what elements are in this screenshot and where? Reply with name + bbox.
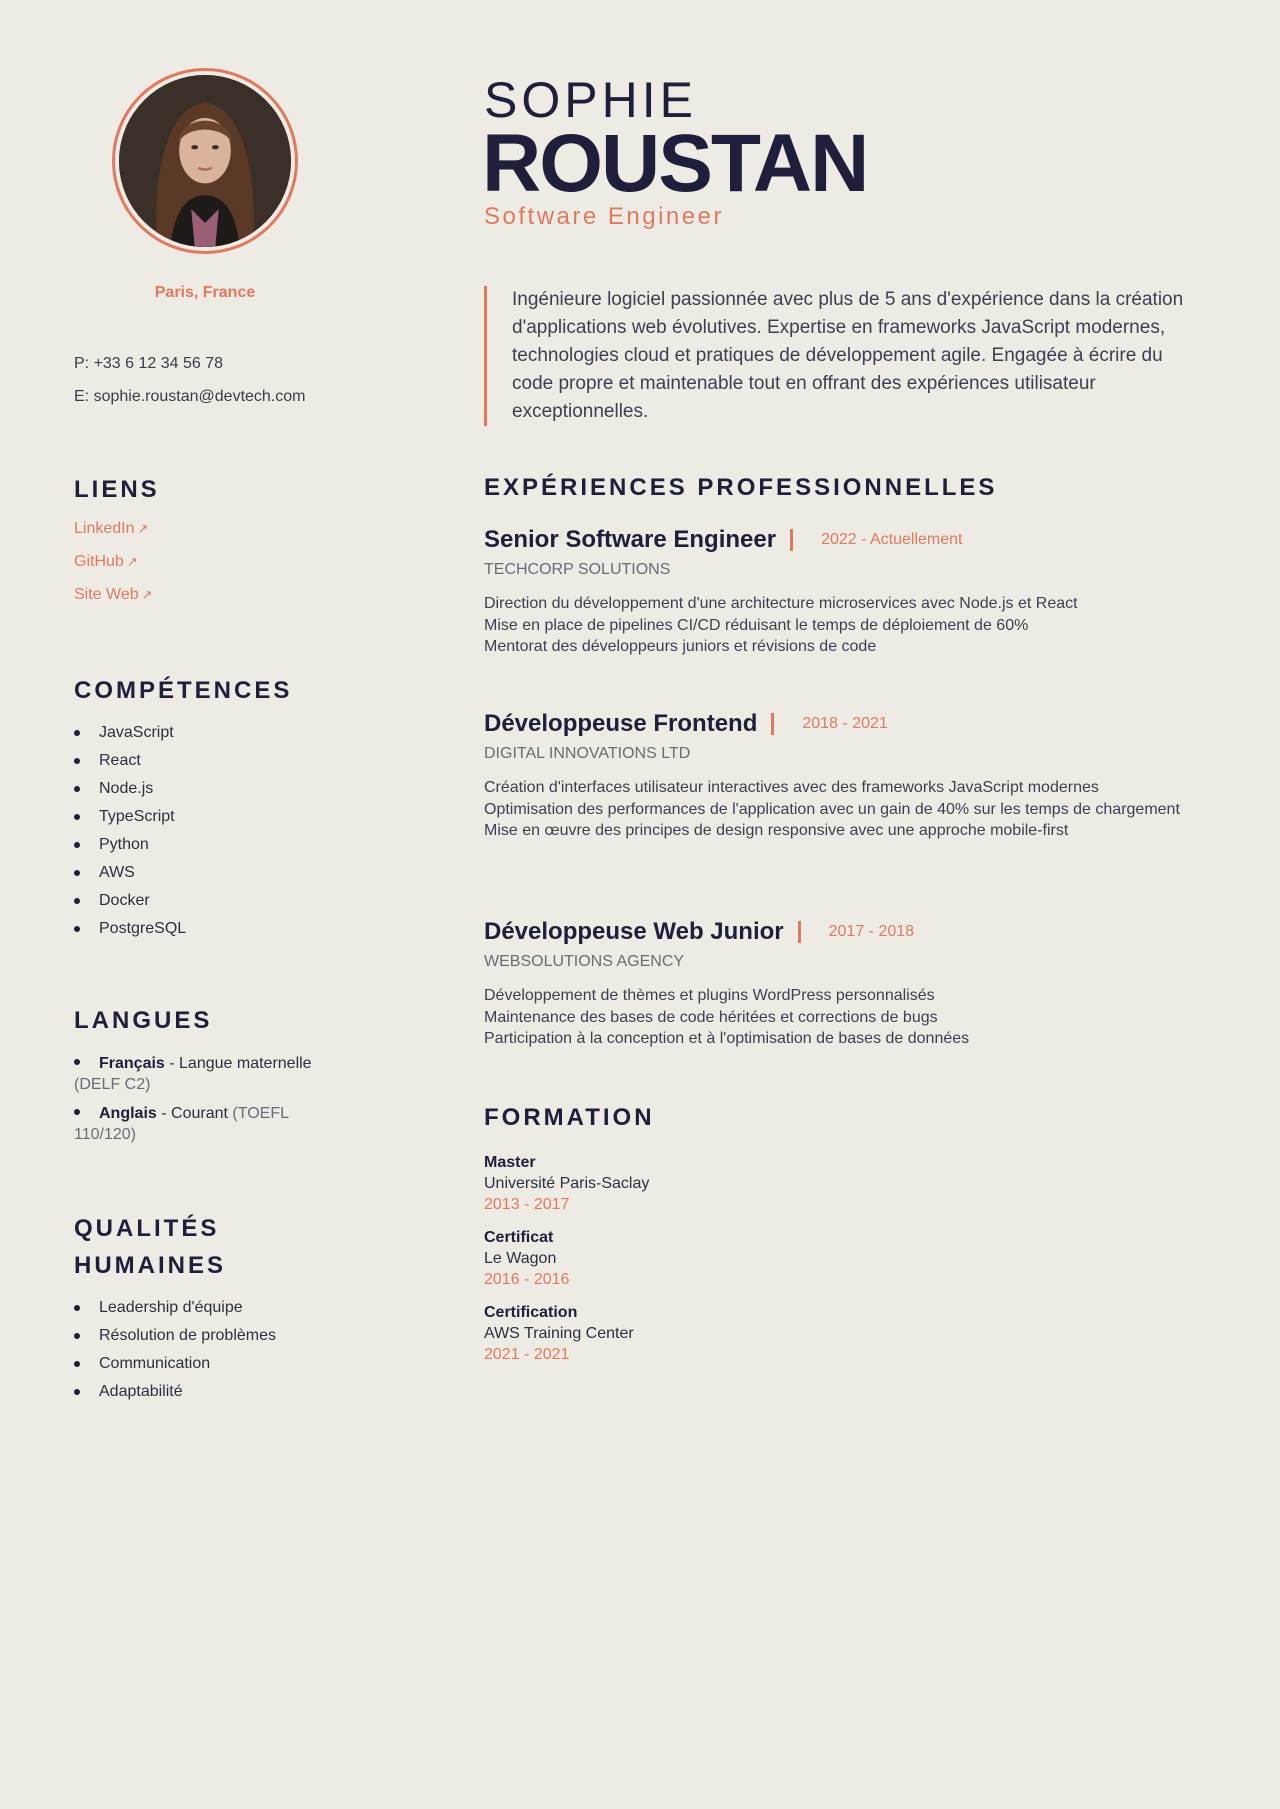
profile-photo [119, 75, 291, 247]
job-role: Développeuse Frontend [484, 710, 758, 737]
qualities-list [74, 1298, 344, 1401]
job-dates: 2022 - Actuellement [821, 531, 963, 548]
bullet-icon [74, 1059, 80, 1065]
location: Paris, France [154, 284, 256, 301]
external-link-icon: ↗ [126, 554, 138, 569]
separator [798, 921, 801, 943]
quality-item: Communication [74, 1354, 344, 1373]
contact-info [74, 355, 305, 421]
job-dates: 2018 - 2021 [802, 715, 888, 732]
skill-item: TypeScript [74, 807, 292, 826]
years: 2013 - 2017 [484, 1196, 570, 1213]
job-title: Software Engineer [484, 203, 724, 230]
degree: Master [484, 1154, 536, 1171]
education-item [484, 1152, 1084, 1215]
quality-item: Résolution de problèmes [74, 1326, 344, 1345]
skill-item: React [74, 751, 292, 770]
languages-section [74, 1007, 344, 1153]
separator [790, 529, 793, 551]
job-dates: 2017 - 2018 [828, 923, 915, 940]
job-description: Direction du développement d'une architecture microservices avec Node.js et React Mise en place de pipelines CI/CD réduisant le temps de déploiement de 60% Mentorat des développeurs juniors et révisions de code [484, 595, 1078, 655]
phone: P: +33 6 12 34 56 78 [74, 355, 224, 372]
qualities-section [74, 1210, 344, 1410]
portrait-illustration [119, 75, 291, 247]
skill-item: Node.js [74, 779, 292, 798]
job-description: Création d'interfaces utilisateur interactives avec des frameworks JavaScript modernes Optimisation des performances de l'application avec un gain de 40% sur les temps de chargement Mise en œuvre des principes de design responsive avec une approche mobile-first [484, 779, 1180, 839]
degree: Certificat [484, 1229, 554, 1246]
job-entry [484, 710, 1184, 842]
quality-item: Adaptabilité [74, 1382, 344, 1401]
company: WEBSOLUTIONS AGENCY [484, 953, 685, 970]
skills-list [74, 723, 292, 938]
website-link[interactable]: Site Web ↗ [74, 586, 153, 603]
job-description: Développement de thèmes et plugins WordPress personnalisés Maintenance des bases de code héritées et corrections de bugs Participation à la conception et à l'optimisation de bases de données [484, 987, 970, 1047]
links-section [74, 476, 160, 619]
external-link-icon: ↗ [137, 521, 149, 536]
email: E: sophie.roustan@devtech.com [74, 388, 306, 405]
skill-item: AWS [74, 863, 292, 882]
education-item [484, 1302, 1084, 1365]
skill-item: Docker [74, 891, 292, 910]
school: Université Paris-Saclay [484, 1175, 650, 1192]
years: 2021 - 2021 [484, 1346, 570, 1363]
job-role: Développeuse Web Junior [484, 918, 784, 945]
skill-item: JavaScript [74, 723, 292, 742]
education-title: FORMATION [484, 1104, 655, 1131]
skill-item: Python [74, 835, 292, 854]
qualities-title: QUALITÉS HUMAINES [74, 1215, 227, 1279]
school: Le Wagon [484, 1250, 557, 1267]
profile-photo-frame [112, 68, 298, 254]
skills-title: COMPÉTENCES [74, 677, 293, 704]
quality-item: Leadership d'équipe [74, 1298, 344, 1317]
skills-section [74, 677, 292, 947]
last-name: ROUSTAN [482, 118, 868, 209]
github-link[interactable]: GitHub ↗ [74, 553, 138, 570]
languages-title: LANGUES [74, 1007, 213, 1034]
language-item: Anglais - Courant (TOEFL 110/120) [74, 1105, 289, 1143]
education-section [484, 1104, 1084, 1377]
skill-item: PostgreSQL [74, 919, 292, 938]
external-link-icon: ↗ [141, 587, 153, 602]
years: 2016 - 2016 [484, 1271, 570, 1288]
first-name: SOPHIE [484, 72, 697, 128]
summary: Ingénieure logiciel passionnée avec plus de 5 ans d'expérience dans la création d'applications web évolutives. Expertise en frameworks JavaScript modernes, technologies cloud et pratiques de développement agile. Engagée à écrire du code propre et maintenable tout en offrant des expériences utilisateur exceptionnelles. [484, 286, 1200, 426]
company: DIGITAL INNOVATIONS LTD [484, 745, 691, 762]
job-role: Senior Software Engineer [484, 526, 777, 553]
links-title: LIENS [74, 476, 160, 503]
experience-title: EXPÉRIENCES PROFESSIONNELLES [484, 474, 998, 501]
degree: Certification [484, 1304, 578, 1321]
job-entry [484, 918, 1184, 1050]
separator [771, 713, 774, 735]
school: AWS Training Center [484, 1325, 634, 1342]
job-entry [484, 526, 1184, 658]
linkedin-link[interactable]: LinkedIn ↗ [74, 520, 149, 537]
company: TECHCORP SOLUTIONS [484, 561, 671, 578]
education-item [484, 1227, 1084, 1290]
bullet-icon [74, 1109, 80, 1115]
language-item: Français - Langue maternelle (DELF C2) [74, 1055, 312, 1093]
